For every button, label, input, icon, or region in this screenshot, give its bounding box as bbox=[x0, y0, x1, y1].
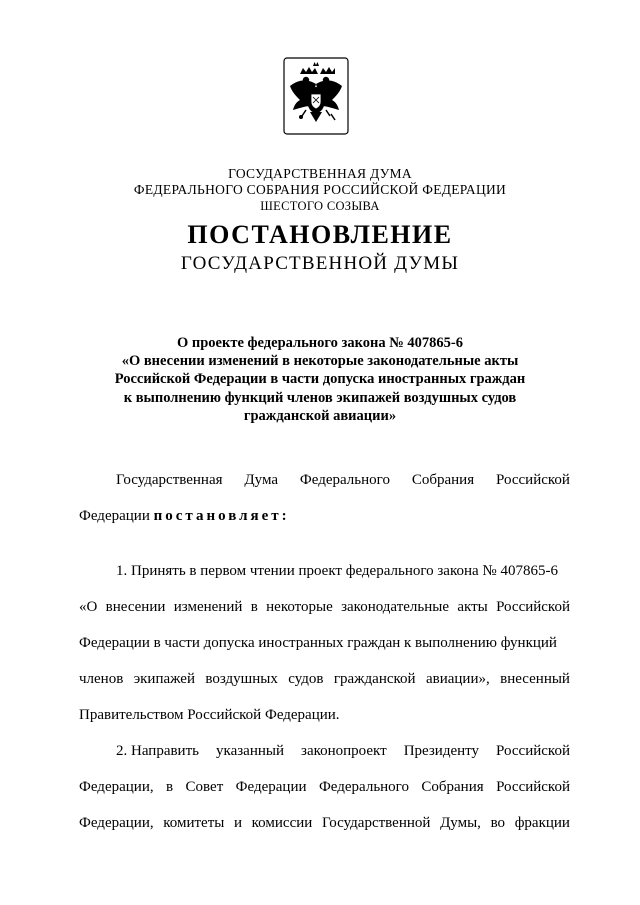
issuer-line-1: ГОСУДАРСТВЕННАЯ ДУМА bbox=[228, 166, 412, 181]
item-2-line: Федерации, комитеты и комиссии Государственной Думы, во фракции bbox=[79, 815, 570, 831]
subject-line: О проекте федерального закона № 407865-6 bbox=[176, 335, 464, 351]
item-1-line: Федерации в части допуска иностранных граждан к выполнению функций bbox=[79, 635, 557, 651]
item-2-line: 2. Направить указанный законопроект Президенту Российской bbox=[116, 743, 570, 759]
subject-line: гражданской авиации» bbox=[243, 407, 397, 424]
document-title: ПОСТАНОВЛЕНИЕ bbox=[187, 220, 453, 249]
subject-line: к выполнению функций членов экипажей воздушных судов bbox=[123, 389, 517, 406]
item-1-line: членов экипажей воздушных судов гражданской авиации», внесенный bbox=[79, 671, 570, 687]
body-line: Государственная Дума Федерального Собрания Российской bbox=[116, 472, 570, 488]
resolution-subject bbox=[60, 334, 580, 425]
item-1-line: Правительством Российской Федерации. bbox=[79, 707, 340, 723]
resolves-word: постановляет: bbox=[153, 508, 290, 524]
document-subtitle: ГОСУДАРСТВЕННОЙ ДУМЫ bbox=[180, 253, 460, 274]
item-2-line: Федерации, в Совет Федерации Федерального Собрания Российской bbox=[79, 779, 570, 795]
coat-of-arms-icon bbox=[276, 56, 356, 138]
subject-line: Российской Федерации в части допуска иностранных граждан bbox=[114, 371, 526, 388]
body-line: Федерации постановляет: bbox=[79, 508, 290, 524]
item-1-line: «О внесении изменений в некоторые законодательные акты Российской bbox=[79, 599, 570, 615]
convocation-line: ШЕСТОГО СОЗЫВА bbox=[260, 199, 380, 213]
subject-line: «О внесении изменений в некоторые законодательные акты bbox=[121, 353, 519, 370]
issuer-line-2: ФЕДЕРАЛЬНОГО СОБРАНИЯ РОССИЙСКОЙ ФЕДЕРАЦИИ bbox=[133, 182, 507, 197]
item-1-line: 1. Принять в первом чтении проект федерального закона № 407865-6 bbox=[116, 563, 558, 579]
